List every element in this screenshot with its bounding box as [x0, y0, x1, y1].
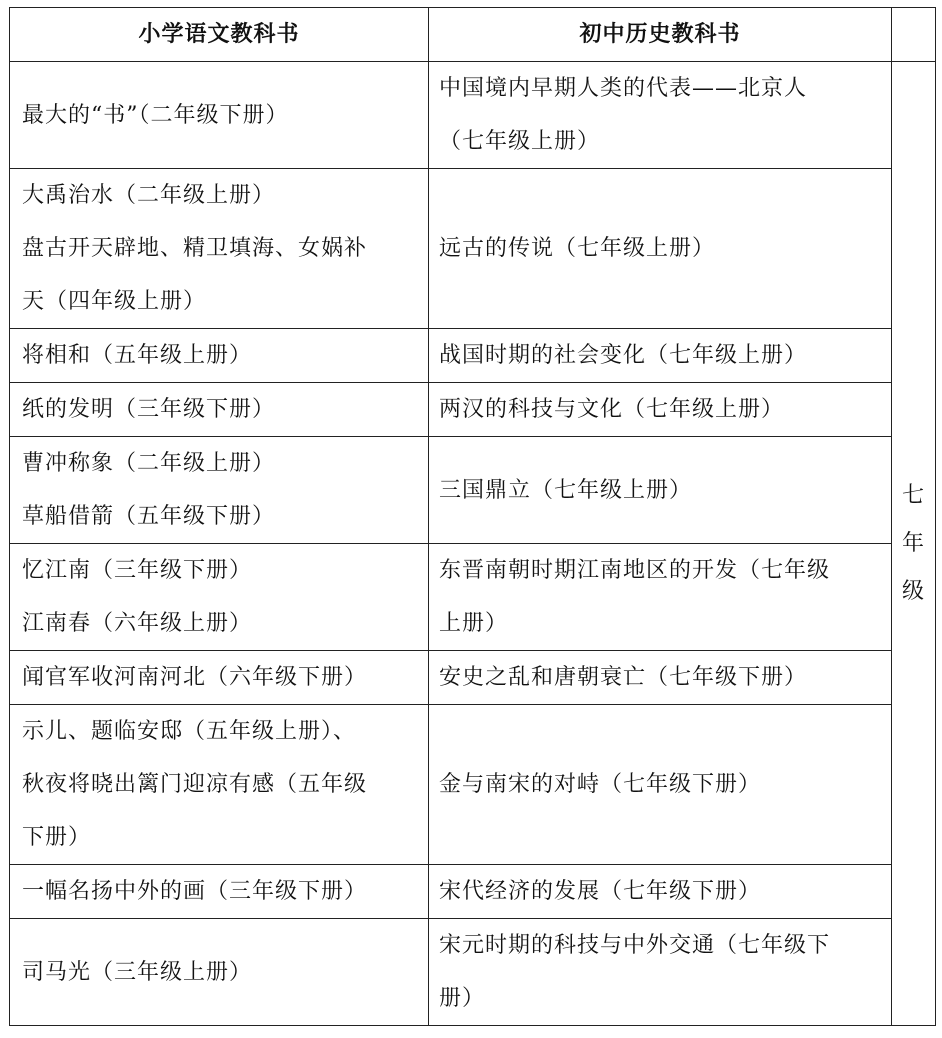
table-row: [10, 919, 936, 1026]
grade-label-char: 级: [901, 578, 925, 604]
chinese-lesson-cell: [10, 865, 429, 919]
history-lesson-line: 战国时期的社会变化（七年级上册）: [439, 343, 808, 368]
history-lesson-line: 上册）: [439, 611, 509, 636]
chinese-lesson-cell: [10, 705, 429, 865]
chinese-lesson-cell: [10, 329, 429, 383]
chinese-lesson-line: 最大的“书”（二年级下册）: [22, 102, 289, 128]
chinese-lesson-line: 纸的发明（三年级下册）: [22, 397, 276, 422]
table-row: [10, 544, 936, 651]
header-primary-chinese: 小学语文教科书: [10, 8, 429, 62]
chinese-lesson-line: 秋夜将晓出篱门迎凉有感（五年级: [22, 772, 368, 797]
chinese-lesson-cell: [10, 919, 429, 1026]
chinese-lesson-line: 一幅名扬中外的画（三年级下册）: [22, 879, 368, 904]
chinese-lesson-cell: [10, 169, 429, 329]
chinese-lesson-line: 闻官军收河南河北（六年级下册）: [22, 665, 368, 690]
chinese-lesson-cell: [10, 651, 429, 705]
table-row: [10, 169, 936, 329]
table-row: [10, 651, 936, 705]
history-lesson-line: 三国鼎立（七年级上册）: [439, 477, 693, 503]
table-row: [10, 437, 936, 544]
history-lesson-line: 东晋南朝时期江南地区的开发（七年级: [439, 558, 831, 583]
chinese-lesson-line: 天（四年级上册）: [22, 289, 207, 314]
chinese-lesson-line: 大禹治水（二年级上册）: [22, 183, 276, 208]
chinese-lesson-line: 盘古开天辟地、精卫填海、女娲补: [22, 236, 368, 261]
history-lesson-line: 中国境内早期人类的代表——北京人: [439, 76, 808, 101]
grade-label-char: 年: [901, 530, 925, 556]
history-lesson-line: 宋代经济的发展（七年级下册）: [439, 879, 762, 904]
history-lesson-line: （七年级上册）: [439, 129, 601, 154]
chinese-lesson-line: 示儿、题临安邸（五年级上册）、: [22, 719, 357, 744]
history-lesson-cell: [429, 919, 892, 1026]
history-lesson-cell: [429, 651, 892, 705]
chinese-lesson-cell: [10, 544, 429, 651]
history-lesson-cell: [429, 544, 892, 651]
grade-label-char: 七: [901, 482, 925, 508]
history-lesson-line: 册）: [439, 986, 486, 1011]
table-row: [10, 383, 936, 437]
chinese-lesson-line: 司马光（三年级上册）: [22, 959, 253, 985]
history-lesson-cell: [429, 383, 892, 437]
table-row: [10, 865, 936, 919]
header-grade: [892, 8, 936, 62]
history-lesson-line: 安史之乱和唐朝衰亡（七年级下册）: [439, 665, 808, 690]
chinese-lesson-cell: [10, 62, 429, 169]
table-row: [10, 62, 936, 169]
chinese-lesson-cell: [10, 437, 429, 544]
table-row: [10, 705, 936, 865]
table-row: [10, 329, 936, 383]
header-junior-history: 初中历史教科书: [429, 8, 892, 62]
history-lesson-cell: [429, 169, 892, 329]
grade-cell: [892, 62, 936, 1026]
history-lesson-cell: [429, 705, 892, 865]
history-lesson-cell: [429, 62, 892, 169]
history-lesson-cell: [429, 865, 892, 919]
chinese-lesson-line: 忆江南（三年级下册）: [22, 558, 253, 583]
chinese-lesson-line: 江南春（六年级上册）: [22, 611, 253, 636]
history-lesson-line: 远古的传说（七年级上册）: [439, 236, 716, 261]
history-lesson-cell: [429, 437, 892, 544]
history-lesson-line: 两汉的科技与文化（七年级上册）: [439, 397, 785, 422]
chinese-lesson-line: 草船借箭（五年级下册）: [22, 504, 276, 529]
textbook-comparison-table: [9, 7, 936, 1026]
chinese-lesson-line: 将相和（五年级上册）: [22, 343, 253, 368]
header-row: [10, 8, 936, 62]
history-lesson-line: 金与南宋的对峙（七年级下册）: [439, 772, 762, 797]
history-lesson-cell: [429, 329, 892, 383]
chinese-lesson-line: 下册）: [22, 825, 92, 850]
history-lesson-line: 宋元时期的科技与中外交通（七年级下: [439, 933, 831, 958]
chinese-lesson-line: 曹冲称象（二年级上册）: [22, 451, 276, 476]
chinese-lesson-cell: [10, 383, 429, 437]
